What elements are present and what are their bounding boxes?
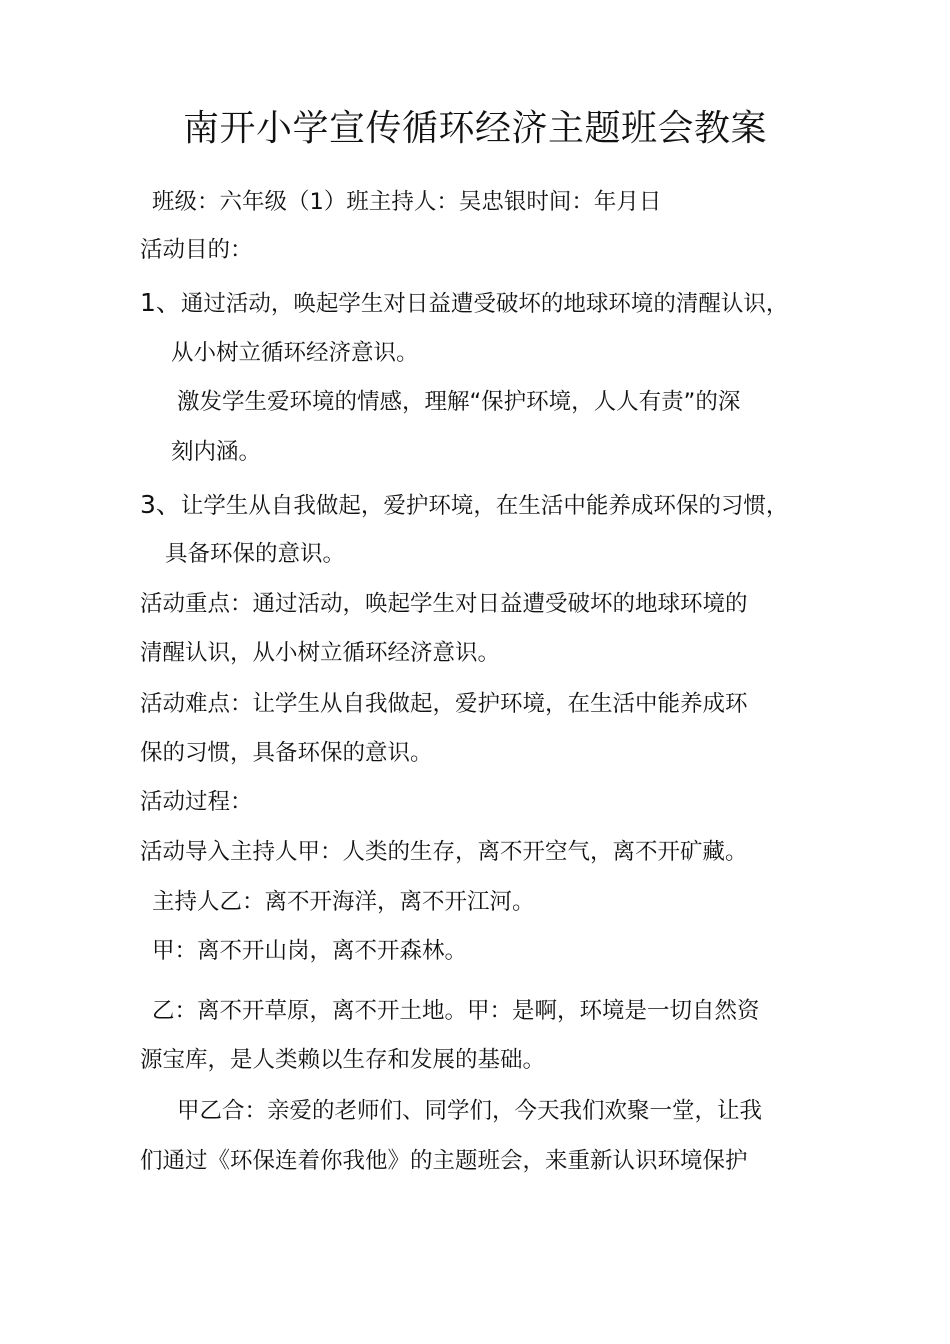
objective-2-line-2: 刻内涵。 <box>171 439 262 465</box>
objective-2-line-1: 激发学生爱环境的情感，理解“保护环境，人人有责”的深 <box>177 389 741 415</box>
objective-1-text: 通过活动，唤起学生对日益遭受破坏的地球环境的清醒认识， <box>180 291 789 317</box>
objectives-heading: 活动目的： <box>140 237 253 263</box>
objective-1-line-2: 从小树立循环经济意识。 <box>171 340 419 366</box>
key-point-line-1: 活动重点：通过活动，唤起学生对日益遭受破坏的地球环境的 <box>140 591 748 617</box>
intro-line: 活动导入主持人甲：人类的生存，离不开空气，离不开矿藏。 <box>140 839 748 865</box>
key-point-line-2: 清醒认识，从小树立循环经济意识。 <box>140 640 501 666</box>
difficulty-line-1: 活动难点：让学生从自我做起，爱护环境，在生活中能养成环 <box>140 691 748 717</box>
process-heading: 活动过程： <box>140 789 253 815</box>
objective-3-text: 让学生从自我做起，爱护环境，在生活中能养成环保的习惯， <box>180 493 789 519</box>
objective-1-number: 1、 <box>140 288 181 317</box>
document-title: 南开小学宣传循环经济主题班会教案 <box>182 108 767 149</box>
objective-3-line-1 <box>140 488 788 523</box>
class-info-line: 班级：六年级（1）班主持人：吴忠银时间：年月日 <box>152 189 662 215</box>
difficulty-line-2: 保的习惯，具备环保的意识。 <box>140 740 433 766</box>
objective-3-number: 3、 <box>140 490 181 519</box>
objective-3-line-2: 具备环保的意识。 <box>165 541 346 567</box>
together-paragraph-line-2: 们通过《环保连着你我他》的主题班会，来重新认识环境保护 <box>140 1148 748 1174</box>
host-b-line: 主持人乙：离不开海洋，离不开江河。 <box>152 889 535 915</box>
host-a-line: 甲：离不开山岗，离不开森林。 <box>152 938 468 964</box>
host-b-paragraph-line-1: 乙：离不开草原，离不开土地。甲：是啊，环境是一切自然资 <box>152 998 760 1024</box>
together-paragraph-line-1: 甲乙合：亲爱的老师们、同学们，今天我们欢聚一堂，让我 <box>177 1098 763 1124</box>
host-b-paragraph-line-2: 源宝库，是人类赖以生存和发展的基础。 <box>140 1047 546 1073</box>
objective-1-line-1 <box>140 286 788 321</box>
